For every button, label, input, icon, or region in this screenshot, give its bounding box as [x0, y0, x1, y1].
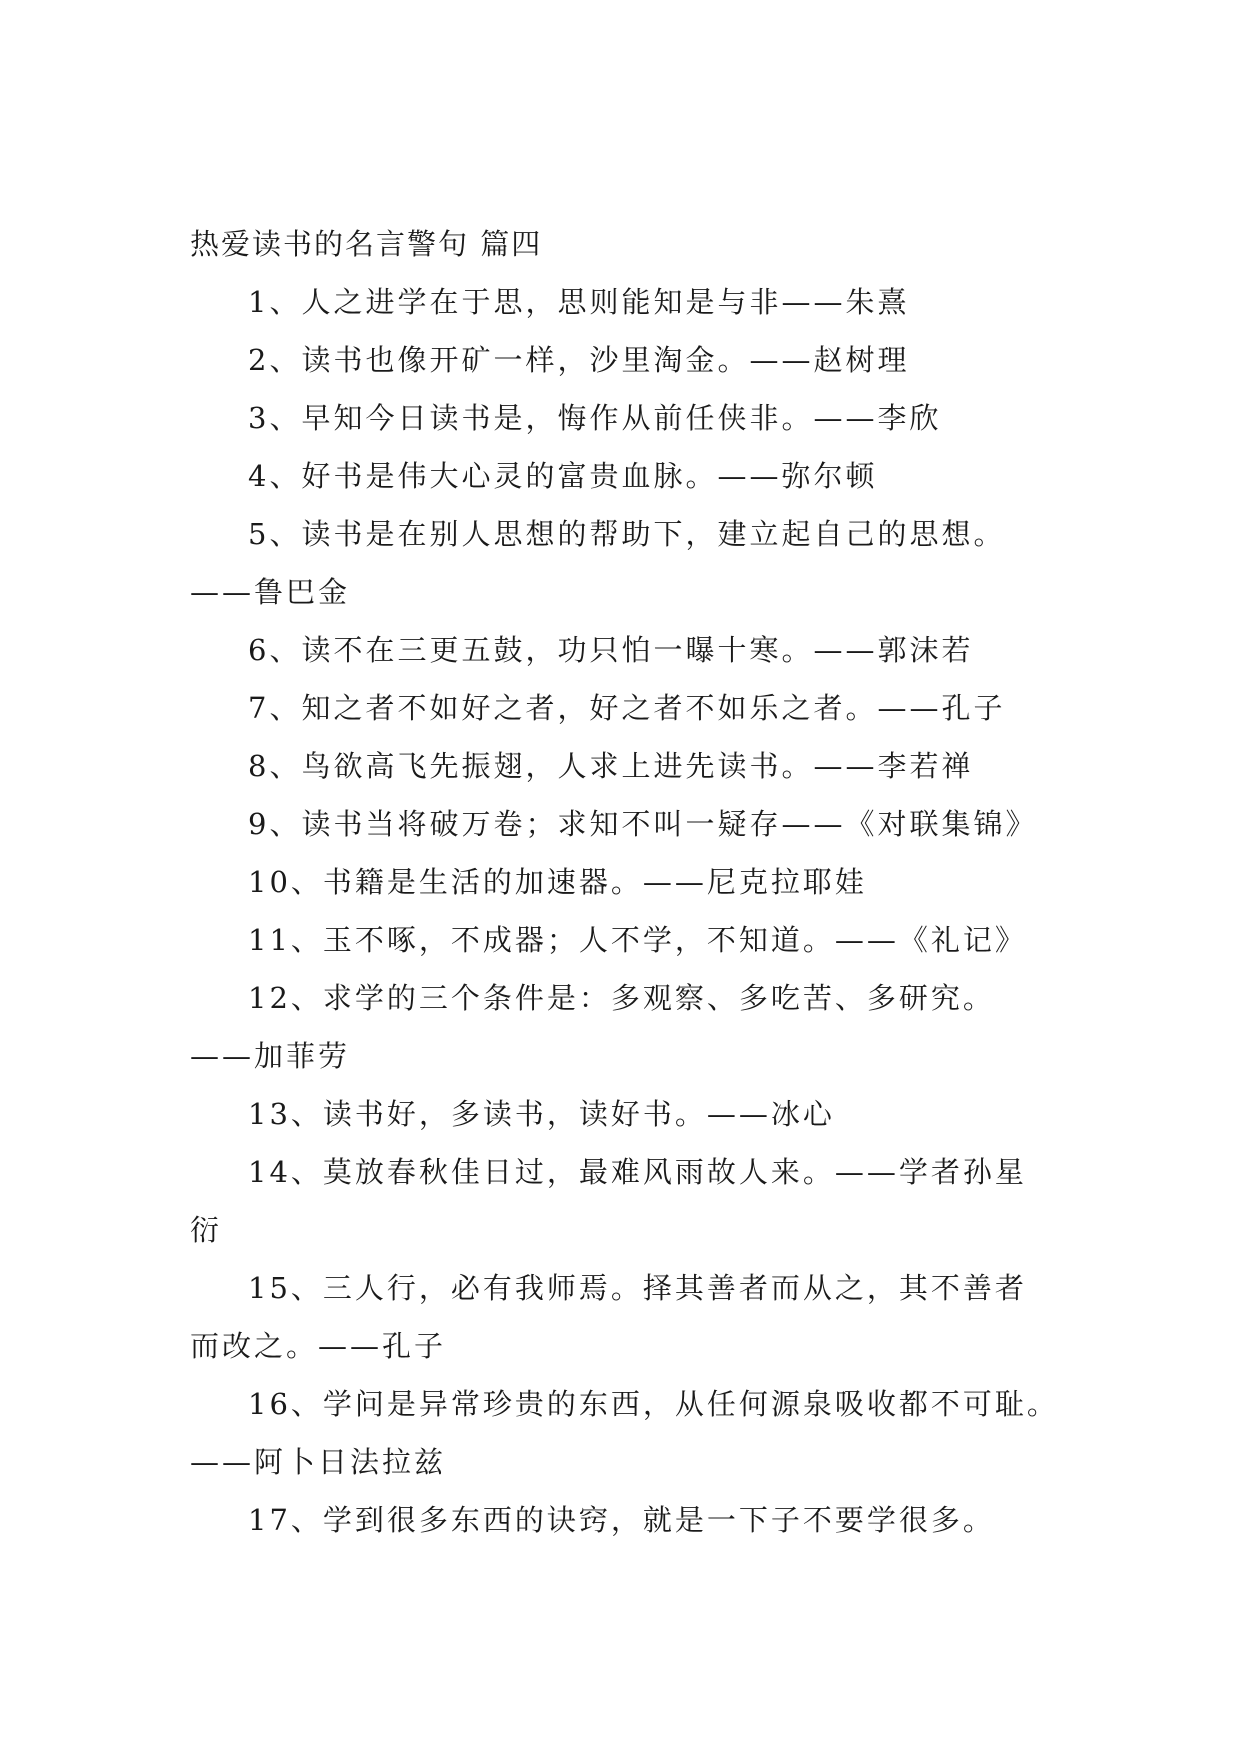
quote-line: ——加菲劳 [190, 1039, 351, 1073]
quote-line: 12、求学的三个条件是：多观察、多吃苦、多研究。 [248, 981, 995, 1015]
quote-line: 6、读不在三更五鼓，功只怕一曝十寒。——郭沫若 [248, 633, 974, 667]
quote-line: 16、学问是异常珍贵的东西，从任何源泉吸收都不可耻。 [248, 1387, 1059, 1421]
quote-list [190, 273, 1059, 1549]
quote-line: 1、人之进学在于思，思则能知是与非——朱熹 [248, 285, 910, 319]
document-body [190, 215, 1059, 1549]
quote-line: 11、玉不啄，不成器；人不学，不知道。——《礼记》 [248, 923, 1027, 957]
quote-line: 3、早知今日读书是，悔作从前任侠非。——李欣 [248, 401, 942, 435]
quote-line: 8、鸟欲高飞先振翅，人求上进先读书。——李若禅 [248, 749, 974, 783]
quote-line: 14、莫放春秋佳日过，最难风雨故人来。——学者孙星 [248, 1155, 1027, 1189]
document-title: 热爱读书的名言警句 篇四 [190, 227, 543, 261]
quote-line: 17、学到很多东西的诀窍，就是一下子不要学很多。 [248, 1503, 995, 1537]
quote-line: 衍 [190, 1213, 223, 1247]
quote-line: 7、知之者不如好之者，好之者不如乐之者。——孔子 [248, 691, 1006, 725]
quote-line: 5、读书是在别人思想的帮助下，建立起自己的思想。 [248, 517, 1006, 551]
quote-line: 9、读书当将破万卷；求知不叫一疑存——《对联集锦》 [248, 807, 1038, 841]
quote-line: 2、读书也像开矿一样，沙里淘金。——赵树理 [248, 343, 910, 377]
quote-line: 13、读书好，多读书，读好书。——冰心 [248, 1097, 835, 1131]
quote-line: 而改之。——孔子 [190, 1329, 447, 1363]
quote-line: 10、书籍是生活的加速器。——尼克拉耶娃 [248, 865, 867, 899]
quote-line: ——鲁巴金 [190, 575, 351, 609]
quote-line: 15、三人行，必有我师焉。择其善者而从之，其不善者 [248, 1271, 1027, 1305]
quote-line: 4、好书是伟大心灵的富贵血脉。——弥尔顿 [248, 459, 878, 493]
quote-line: ——阿卜日法拉兹 [190, 1445, 447, 1479]
